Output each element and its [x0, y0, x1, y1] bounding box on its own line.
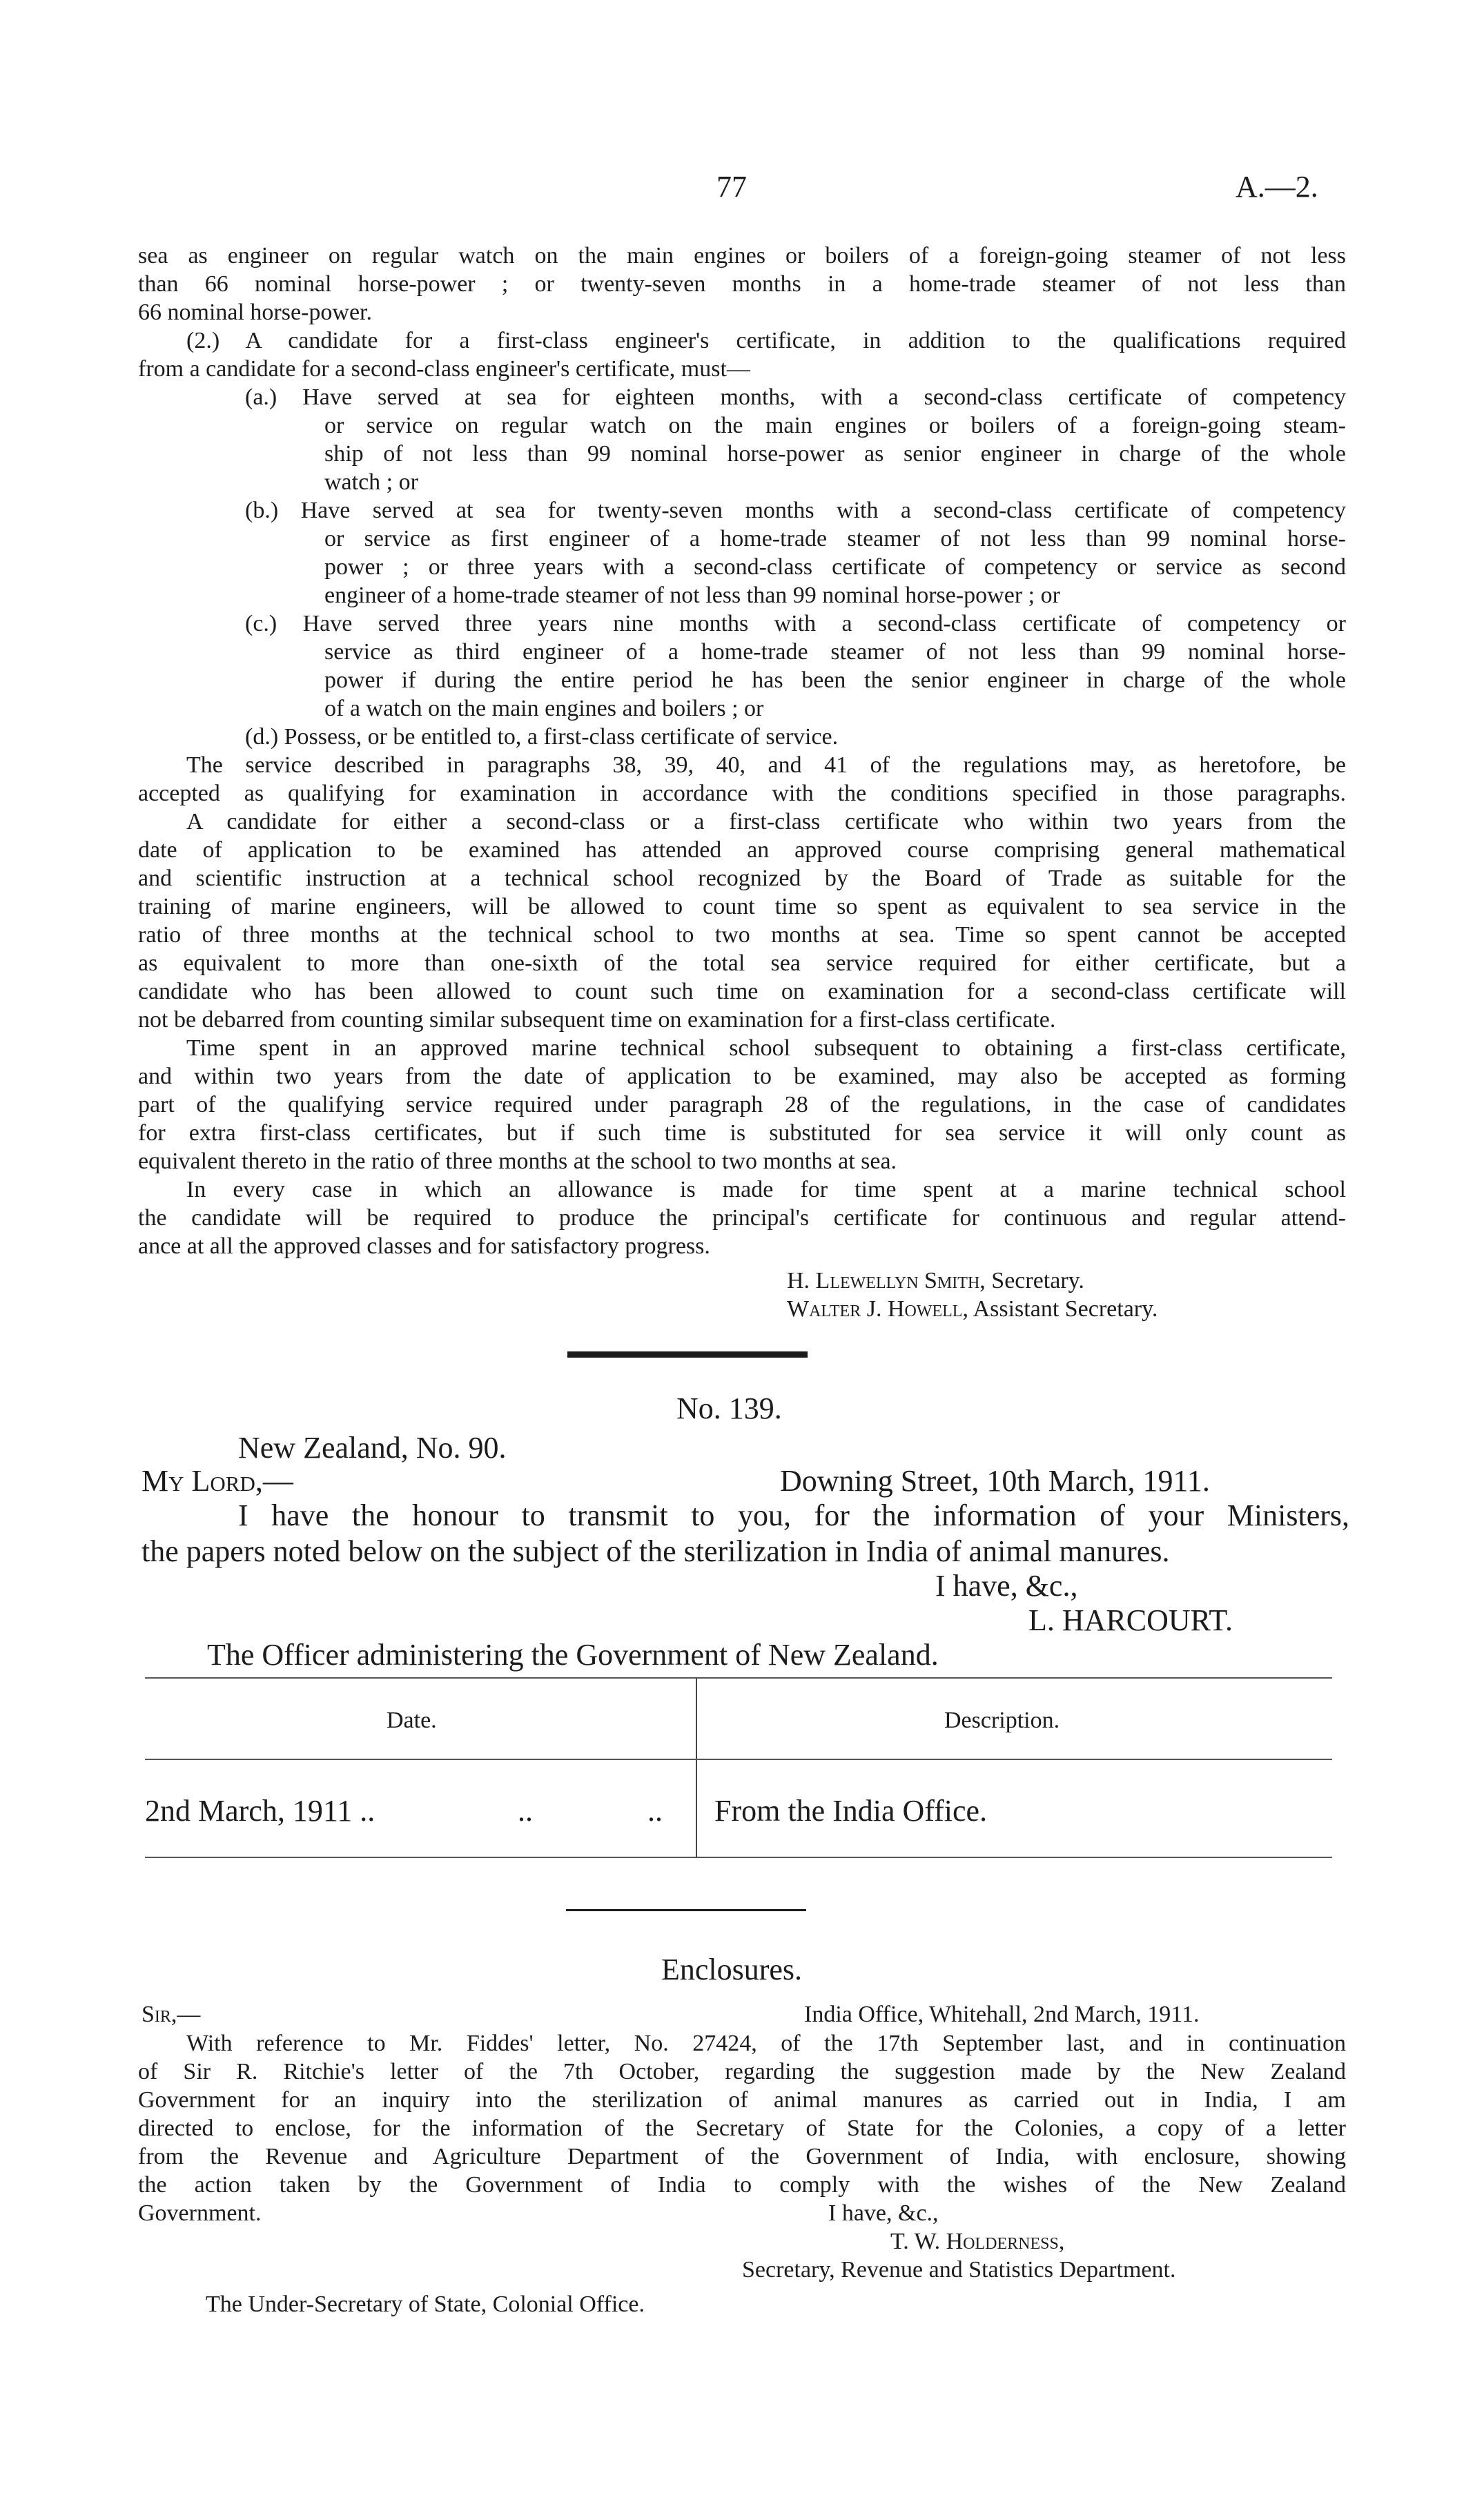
nz-despatch-number: New Zealand, No. 90. — [238, 1431, 507, 1465]
table-row — [145, 1793, 1332, 1832]
text-line: (2.) A candidate for a first-class engineer's certificate, in addition to the qualifications required — [186, 328, 1346, 353]
salutation: My Lord,— — [141, 1464, 293, 1498]
regulations-text — [138, 242, 1346, 1260]
enclosure-addressee: The Under-Secretary of State, Colonial Office. — [206, 2292, 645, 2317]
row-leader-dots: .. — [647, 1794, 663, 1828]
table-bottom-rule — [145, 1857, 1332, 1858]
body-line: I have the honour to transmit to you, for the information of your Ministers, — [238, 1498, 1349, 1532]
section-divider — [566, 1909, 806, 1911]
body-line: the papers noted below on the subject of the sterilization in India of animal manures. — [141, 1534, 1170, 1568]
text-line: power if during the entire period he has been the senior engineer in charge of the whole — [324, 667, 1346, 693]
text-line: not be debarred from counting similar subsequent time on examination for a first-class certificate. — [138, 1007, 1056, 1033]
text-line: of Sir R. Ritchie's letter of the 7th October, regarding the suggestion made by the New Zealand — [138, 2059, 1346, 2084]
enclosure-closing: I have, &c., — [828, 2200, 939, 2226]
text-line: and scientific instruction at a technical school recognized by the Board of Trade as suitable for the — [138, 866, 1346, 891]
signature-secretary — [787, 1267, 1084, 1295]
text-line: Government for an inquiry into the sterilization of animal manures as carried out in India, I am — [138, 2087, 1346, 2113]
text-line: ship of not less than 99 nominal horse-power as senior engineer in charge of the whole — [324, 441, 1346, 467]
column-header-description: Description. — [944, 1708, 1060, 1733]
text-line: Time spent in an approved marine technical school subsequent to obtaining a first-class certificate, — [186, 1035, 1346, 1061]
text-line: of a watch on the main engines and boilers ; or — [324, 696, 764, 721]
text-line: (a.) Have served at sea for eighteen months, with a second-class certificate of competency — [245, 384, 1346, 410]
closing: I have, &c., — [935, 1569, 1078, 1603]
enclosure-signer: T. W. Holderness, — [890, 2229, 1065, 2254]
text-line: accepted as qualifying for examination in accordance with the conditions specified in those paragraphs. — [138, 781, 1346, 806]
text-line: date of application to be examined has attended an approved course comprising general mathematical — [138, 837, 1346, 863]
text-line: With reference to Mr. Fiddes' letter, No. 27424, of the 17th September last, and in continuation — [186, 2031, 1346, 2056]
text-line: ance at all the approved classes and for satisfactory progress. — [138, 1233, 710, 1259]
table-top-rule — [145, 1677, 1332, 1679]
text-line: or service as first engineer of a home-trade steamer of not less than 99 nominal horse- — [324, 526, 1346, 551]
text-line: part of the qualifying service required under paragraph 28 of the regulations, in the case of candidates — [138, 1092, 1346, 1117]
enclosures-heading: Enclosures. — [661, 1953, 803, 1986]
enclosure-salutation: Sir,— — [141, 2002, 201, 2027]
text-line: power ; or three years with a second-class certificate of competency or service as second — [324, 554, 1346, 580]
text-line: (c.) Have served three years nine months with a second-class certificate of competency or — [245, 611, 1346, 636]
text-line: from a candidate for a second-class engineer's certificate, must— — [138, 356, 750, 382]
text-line: directed to enclose, for the information of the Secretary of State for the Colonies, a copy of a letter — [138, 2116, 1346, 2141]
text-line: watch ; or — [324, 469, 418, 495]
table-header-rule — [145, 1759, 1332, 1760]
row-description: From the India Office. — [714, 1794, 988, 1828]
text-line: than 66 nominal horse-power ; or twenty-seven months in a home-trade steamer of not less than — [138, 271, 1346, 297]
despatch-number: No. 139. — [676, 1391, 782, 1425]
text-line: 66 nominal horse-power. — [138, 300, 372, 325]
text-line: ratio of three months at the technical school to two months at sea. Time so spent cannot be accepted — [138, 922, 1346, 948]
text-line: (d.) Possess, or be entitled to, a first-class certificate of service. — [245, 724, 839, 750]
signer-name: H. Llewellyn Smith — [787, 1268, 980, 1293]
text-line: candidate who has been allowed to count such time on examination for a second-class certificate will — [138, 979, 1346, 1004]
enclosure-place-date: India Office, Whitehall, 2nd March, 1911. — [804, 2002, 1200, 2027]
text-line: In every case in which an allowance is made for time spent at a marine technical school — [186, 1177, 1346, 1202]
text-line: equivalent thereto in the ratio of three months at the school to two months at sea. — [138, 1149, 897, 1174]
text-line: service as third engineer of a home-trade steamer of not less than 99 nominal horse- — [324, 639, 1346, 665]
enclosure-signer-title: Secretary, Revenue and Statistics Department. — [742, 2257, 1176, 2283]
signature-harcourt: L. HARCOURT. — [1028, 1603, 1233, 1637]
column-header-date: Date. — [387, 1708, 437, 1733]
signer-title: , Assistant Secretary. — [962, 1296, 1158, 1322]
signature-assistant-secretary — [787, 1295, 1158, 1323]
text-line: or service on regular watch on the main engines or boilers of a foreign-going steam- — [324, 413, 1346, 438]
text-line: and within two years from the date of application to be examined, may also be accepted as forming — [138, 1064, 1346, 1089]
text-line: from the Revenue and Agriculture Department of the Government of India, with enclosure, showing — [138, 2144, 1346, 2169]
signer-name: Walter J. Howell — [787, 1296, 963, 1322]
signer-title: , Secretary. — [979, 1268, 1084, 1293]
enclosure-last-line-left: Government. — [138, 2200, 262, 2226]
text-line: engineer of a home-trade steamer of not less than 99 nominal horse-power ; or — [324, 583, 1060, 608]
text-line: for extra first-class certificates, but if such time is substituted for sea service it will only count as — [138, 1120, 1346, 1146]
text-line: the candidate will be required to produce the principal's certificate for continuous and regular attend- — [138, 1205, 1346, 1231]
text-line: The service described in paragraphs 38, 39, 40, and 41 of the regulations may, as heretofore, be — [186, 752, 1346, 778]
section-divider-thick — [567, 1351, 808, 1358]
despatch-body — [141, 1498, 1349, 1570]
row-leader-dots: .. — [518, 1794, 533, 1828]
page-number: 77 — [716, 170, 747, 204]
text-line: sea as engineer on regular watch on the main engines or boilers of a foreign-going steamer of not less — [138, 243, 1346, 268]
text-line: as equivalent to more than one-sixth of the total sea service required for either certificate, but a — [138, 950, 1346, 976]
text-line: the action taken by the Government of India to comply with the wishes of the New Zealand — [138, 2172, 1346, 2198]
enclosure-letter-text — [138, 2029, 1346, 2199]
text-line: training of marine engineers, will be allowed to count time so spent as equivalent to sea service in the — [138, 894, 1346, 919]
document-reference: A.—2. — [1236, 170, 1318, 204]
text-line: A candidate for either a second-class or a first-class certificate who within two years from the — [186, 809, 1346, 834]
row-date: 2nd March, 1911 .. — [145, 1794, 375, 1828]
addressee: The Officer administering the Government of New Zealand. — [207, 1638, 939, 1672]
place-date: Downing Street, 10th March, 1911. — [780, 1464, 1210, 1498]
text-line: (b.) Have served at sea for twenty-seven months with a second-class certificate of competency — [245, 498, 1346, 523]
